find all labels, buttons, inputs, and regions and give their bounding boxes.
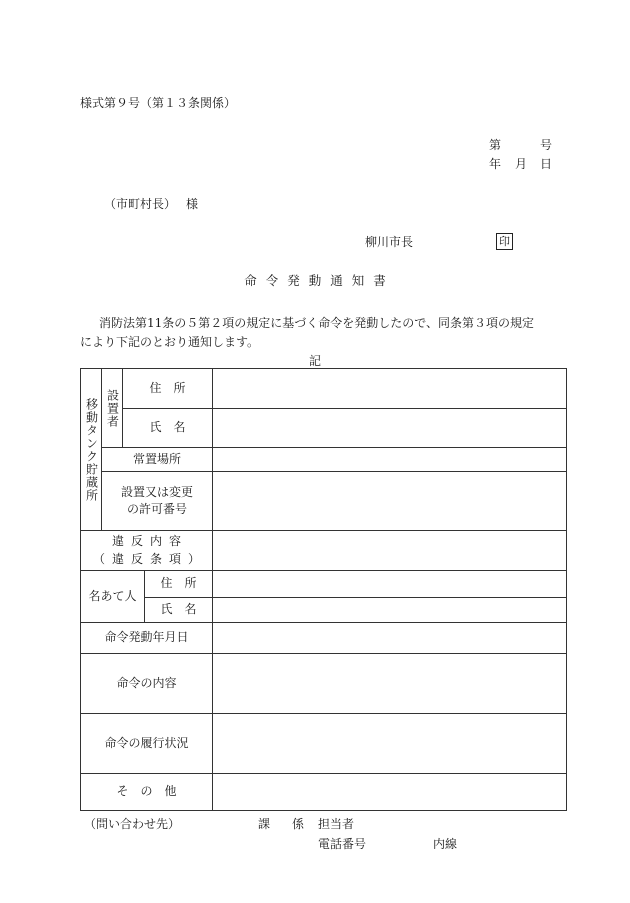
- body-line-2: により下記のとおり通知します。: [80, 335, 260, 349]
- order-status-field[interactable]: [213, 714, 566, 773]
- footer-tel: 電話番号: [318, 837, 367, 851]
- permit-number-label-line1: 設置又は変更: [120, 484, 193, 499]
- order-content-field[interactable]: [213, 654, 566, 713]
- body-text: [80, 314, 560, 352]
- form-table: [80, 368, 567, 811]
- date-month: 月: [515, 157, 528, 171]
- violation-field[interactable]: [213, 531, 566, 570]
- recipient-address-label: 住 所: [160, 576, 197, 591]
- installer-address-label: 住 所: [149, 380, 186, 395]
- footer-extension: 内線: [433, 837, 458, 851]
- document-title: 命令発動通知書: [244, 273, 395, 288]
- body-line-1: 消防法第11条の５第２項の規定に基づく命令を発動したので、同条第３項の規定: [99, 316, 535, 330]
- permit-number-field[interactable]: [213, 472, 566, 530]
- footer-tanto: 担当者: [318, 817, 355, 831]
- footer-kakari: 係: [292, 817, 305, 831]
- order-content-label: 命令の内容: [116, 675, 177, 690]
- permit-number-label: [102, 472, 212, 530]
- installer-label: 設置者: [105, 388, 120, 428]
- installer-name-field[interactable]: [213, 409, 566, 447]
- installer-address-field[interactable]: [213, 369, 566, 408]
- issuer-name: 柳川市長: [365, 235, 414, 249]
- doc-number-go: 号: [540, 138, 553, 152]
- order-date-label: 命令発動年月日: [104, 630, 189, 645]
- storage-place-label: 常置場所: [132, 451, 181, 466]
- addressee-honorific: 様: [186, 197, 199, 211]
- recipient-name-label: 氏 名: [160, 602, 197, 617]
- footer-ka: 課: [258, 817, 271, 831]
- order-date-field[interactable]: [213, 623, 566, 653]
- installer-name-label: 氏 名: [149, 420, 186, 435]
- other-label: その他: [116, 784, 189, 799]
- other-field[interactable]: [213, 774, 566, 810]
- addressee-name: （市町村長）: [104, 197, 177, 211]
- footer-inquiry: （問い合わせ先）: [84, 817, 181, 831]
- form-number: 様式第９号（第１３条関係）: [80, 96, 237, 110]
- seal-mark: 印: [496, 233, 513, 250]
- date-day: 日: [540, 157, 553, 171]
- date-year: 年: [489, 157, 502, 171]
- recipient-address-field[interactable]: [213, 571, 566, 597]
- recipient-name-field[interactable]: [213, 598, 566, 622]
- order-status-label: 命令の履行状況: [104, 735, 189, 750]
- doc-number-dai: 第: [489, 138, 502, 152]
- storage-place-field[interactable]: [213, 448, 566, 471]
- permit-number-label-line2: の許可番号: [126, 502, 187, 516]
- ki-heading: 記: [308, 354, 321, 368]
- violation-label: [81, 531, 212, 570]
- violation-label-line2: （違反条項）: [92, 551, 207, 566]
- violation-label-line1: 違反内容: [111, 534, 188, 549]
- group-label-mobile-tank: 移動タンク貯蔵所: [84, 397, 99, 502]
- recipient-label: 名あて人: [88, 588, 137, 603]
